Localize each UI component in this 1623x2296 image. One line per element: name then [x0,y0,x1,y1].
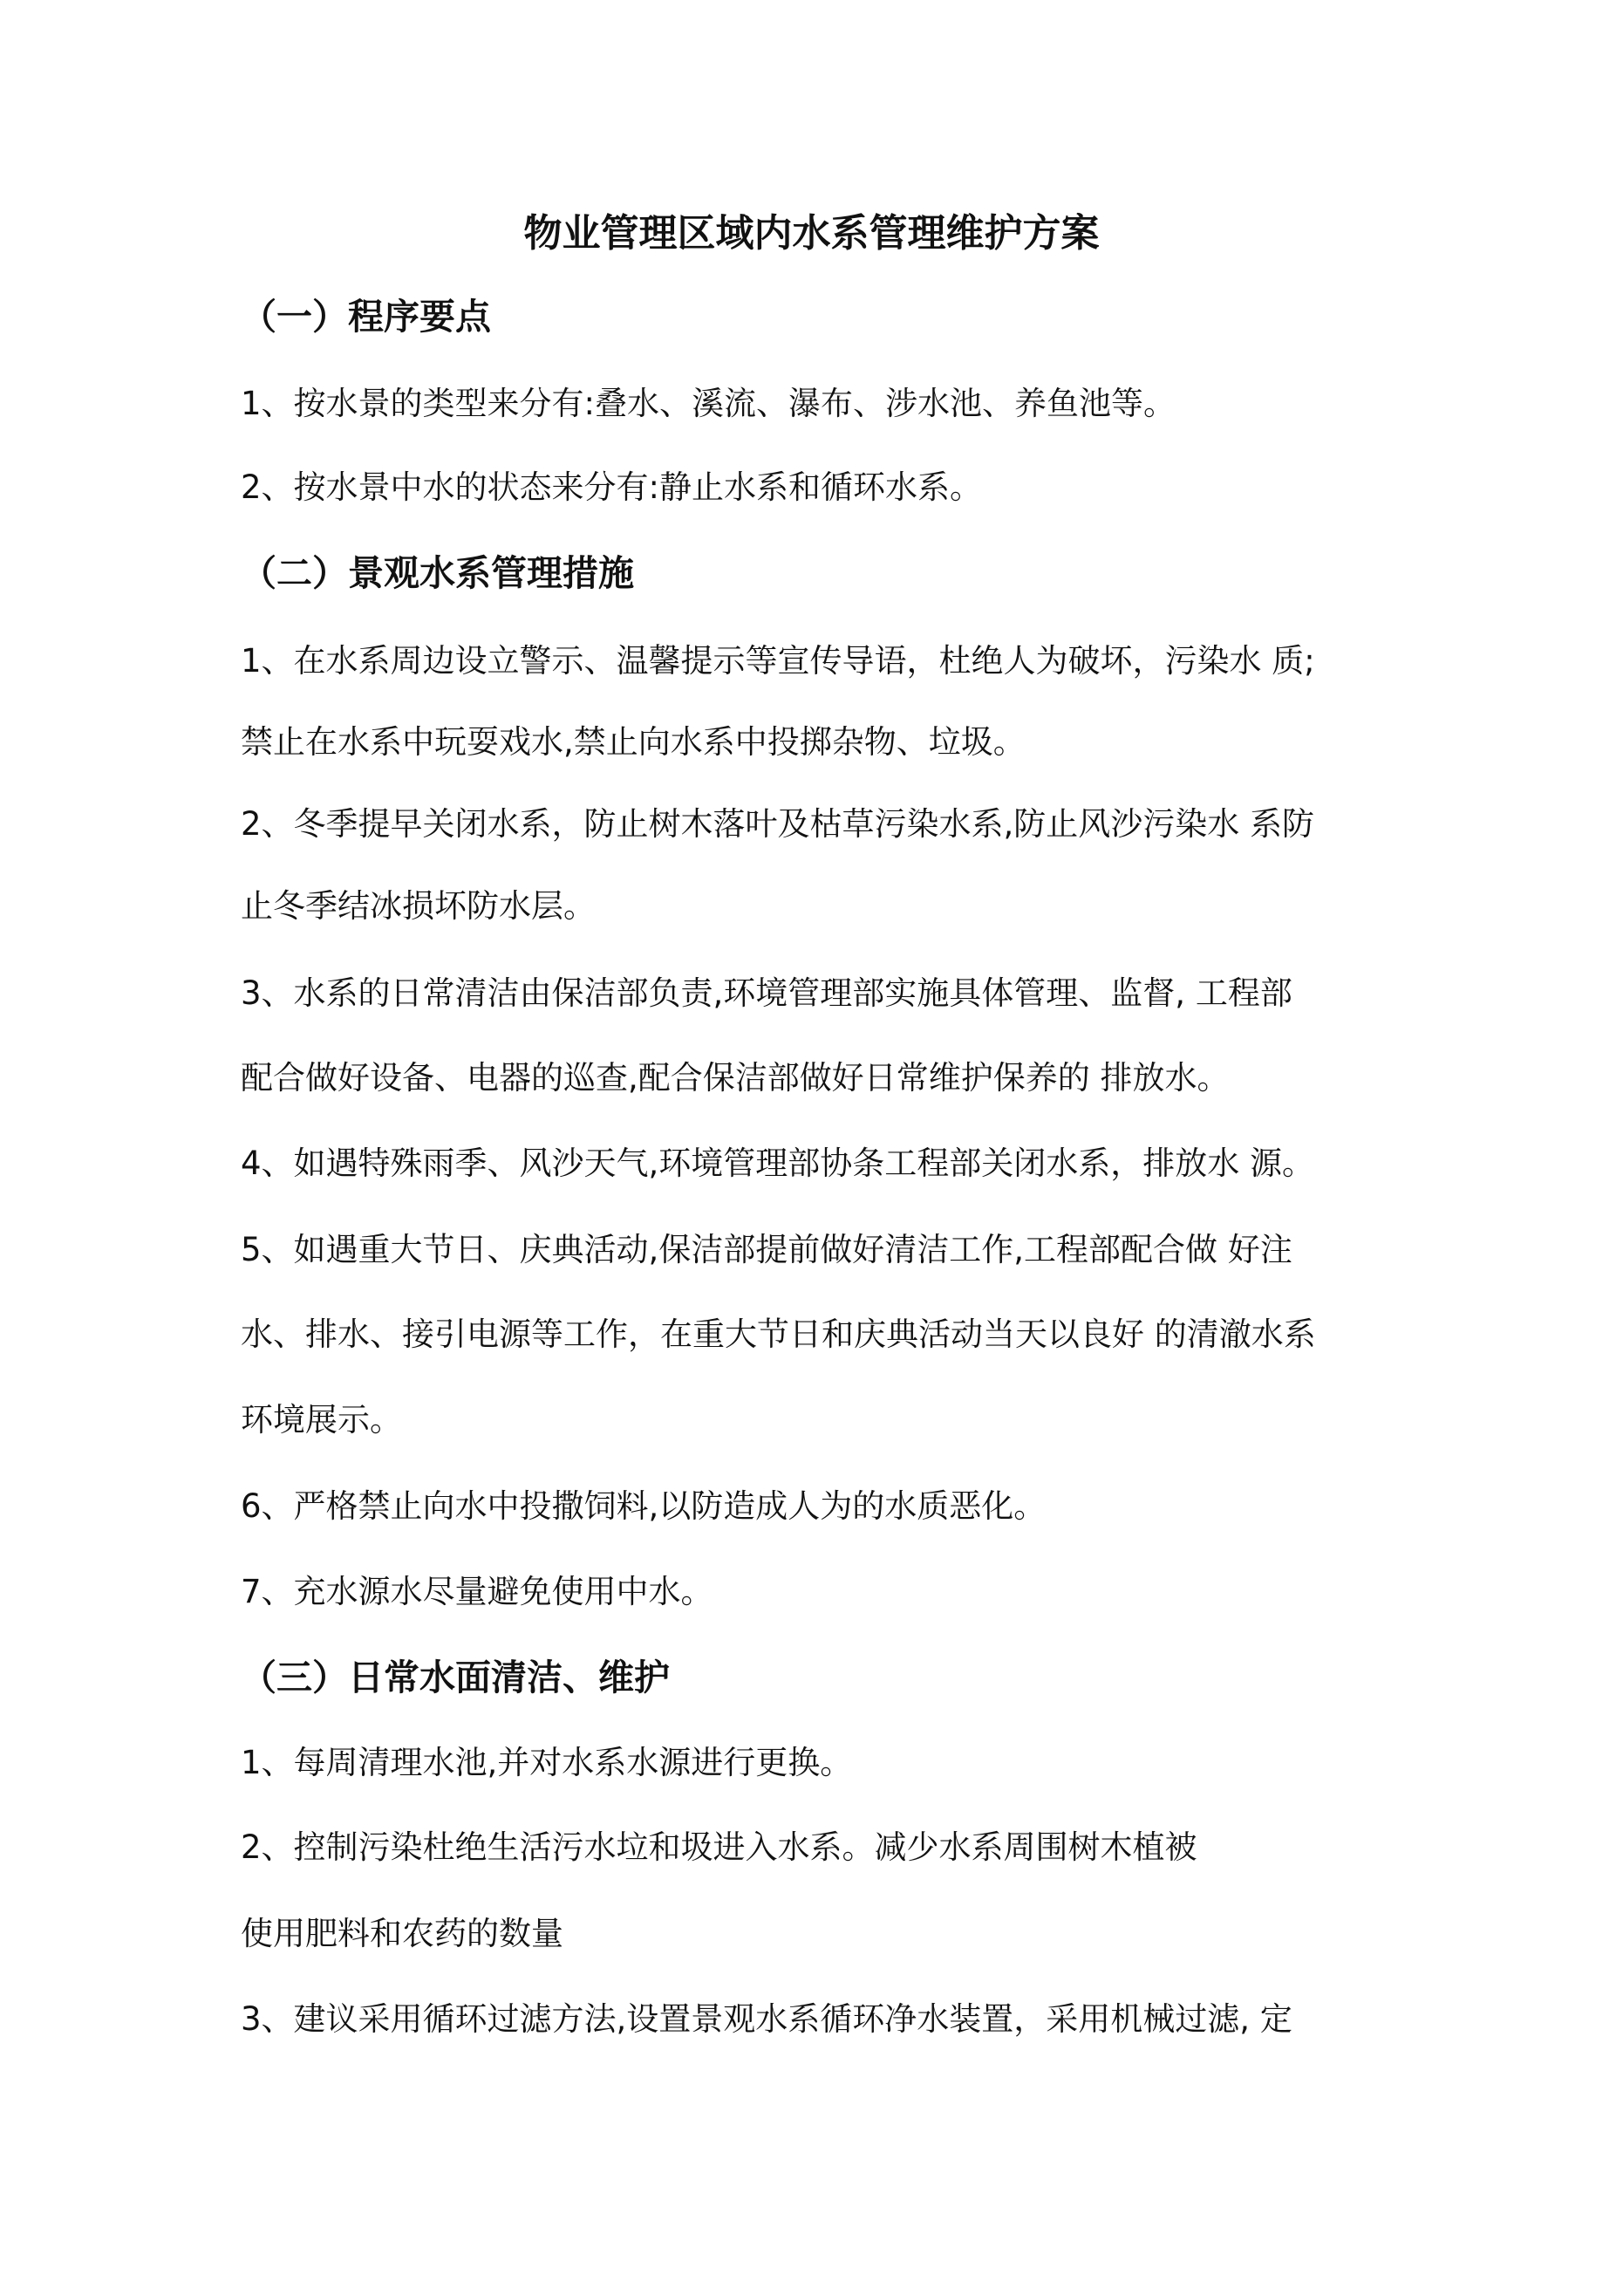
paragraph-line: 2、按水景中水的状态来分有:静止水系和循环水系。 [241,468,983,506]
paragraph-line: 1、在水系周边设立警示、温馨提示等宣传导语，杜绝人为破坏，污染水 质; [241,642,1315,680]
paragraph-line: 1、每周清理水池,并对水系水源进行更换。 [241,1744,853,1781]
paragraph-line: 5、如遇重大节日、庆典活动,保洁部提前做好清洁工作,工程部配合做 好注 [241,1231,1292,1268]
paragraph-line: 1、按水景的类型来分有:叠水、溪流、瀑布、涉水池、养鱼池等。 [241,385,1176,422]
section-heading-1: （一）程序要点 [241,296,491,338]
paragraph-line: 3、建议采用循环过滤方法,设置景观水系循环净水装置，采用机械过滤, 定 [241,2000,1292,2038]
paragraph-line: 禁止在水系中玩耍戏水,禁止向水系中投掷杂物、垃圾。 [241,723,1026,761]
document-title: 物业管理区域内水系管理维护方案 [523,211,1100,256]
paragraph-line: 2、控制污染杜绝生活污水垃和圾进入水系。减少水系周围树木植被 [241,1828,1197,1866]
paragraph-line: 6、严格禁止向水中投撒饲料,以防造成人为的水质恶化。 [241,1487,1047,1525]
paragraph-line: 止冬季结冰损坏防水层。 [241,887,596,925]
paragraph-line: 7、充水源水尽量避免使用中水。 [241,1573,713,1610]
section-heading-3: （三）日常水面清洁、维护 [241,1657,670,1698]
paragraph-line: 4、如遇特殊雨季、风沙天气,环境管理部协条工程部关闭水系，排放水 源。 [241,1145,1315,1182]
paragraph-line: 2、冬季提早关闭水系，防止树木落叶及枯草污染水系,防止风沙污染水 系防 [241,805,1315,843]
paragraph-line: 3、水系的日常清洁由保洁部负责,环境管理部实施具体管理、监督, 工程部 [241,974,1292,1012]
paragraph-line: 使用肥料和农药的数量 [241,1915,563,1952]
paragraph-line: 环境展示。 [241,1401,402,1438]
paragraph-line: 水、排水、接引电源等工作，在重大节日和庆典活动当天以良好 的清澈水系 [241,1315,1316,1353]
paragraph-line: 配合做好设备、电器的巡查,配合保洁部做好日常维护保养的 排放水。 [241,1059,1230,1097]
section-heading-2: （二）景观水系管理措施 [241,552,634,594]
